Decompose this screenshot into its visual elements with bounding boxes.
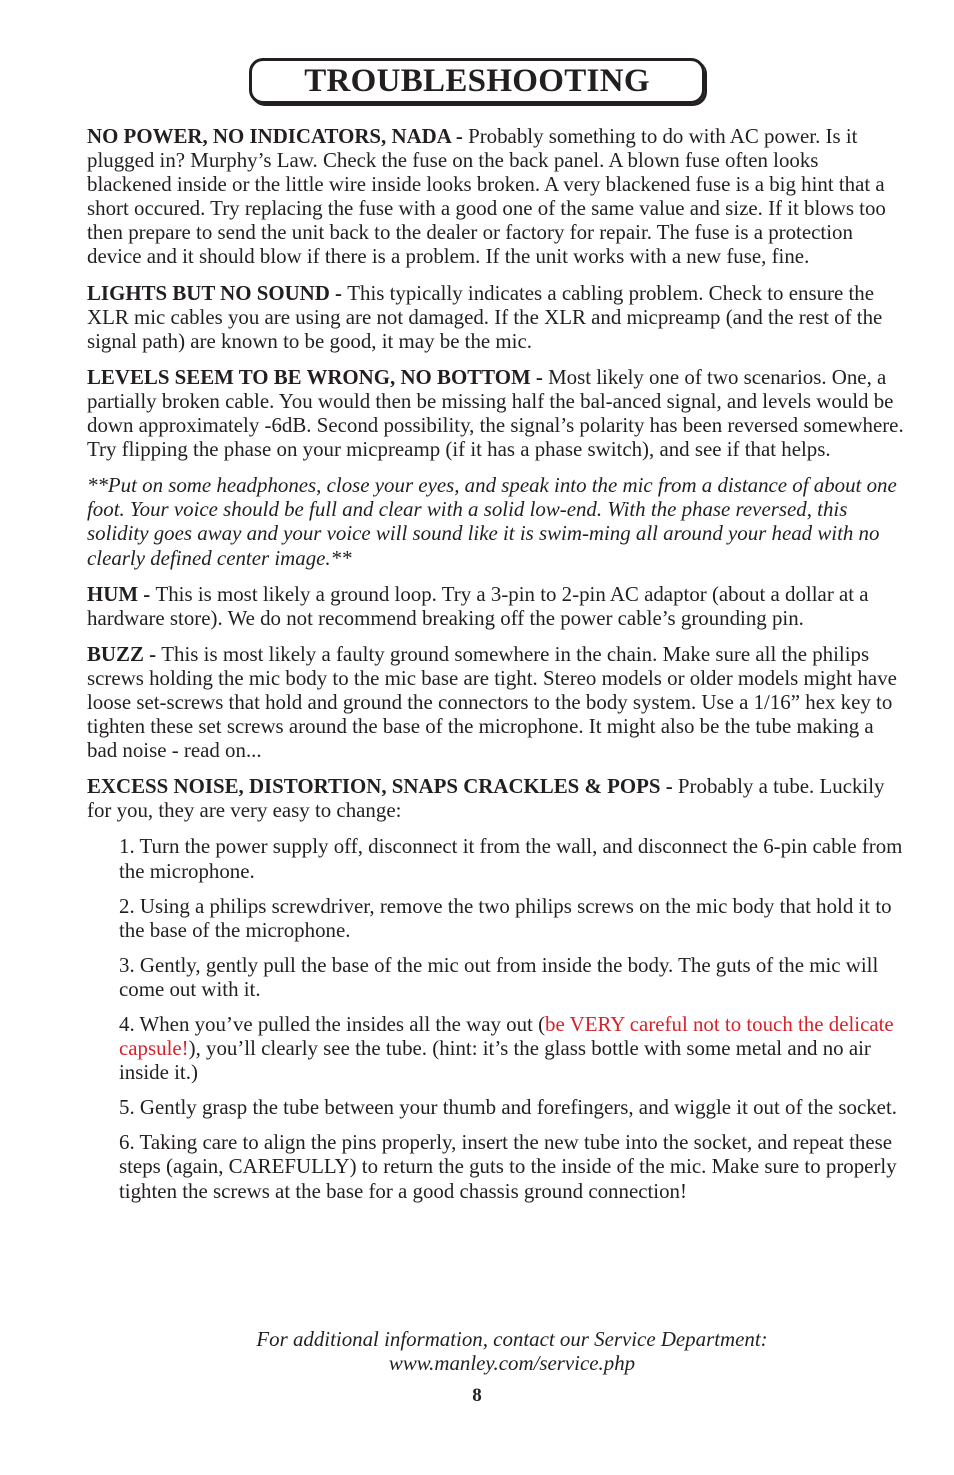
step-4-text-end: ), you’ll clearly see the tube. (hint: it’s the glass bottle with some metal and no air inside it.) <box>119 1036 871 1085</box>
step-4 <box>119 1012 905 1084</box>
contact-line: For additional information, contact our Service Department: <box>256 1327 768 1351</box>
section-lights-no-sound <box>87 281 905 353</box>
title-box <box>249 58 705 104</box>
section-body: Most likely one of two scenarios. One, a partially broken cable. You would then be missing half the bal-anced signal, and levels would be down approximately -6dB. Second possibility, the signal’s polarity has been reversed somewhere. Try flipping the phase on your micpreamp (if it has a phase switch), and see if that helps. <box>87 364 904 462</box>
section-no-power <box>87 124 905 269</box>
section-heading: EXCESS NOISE, DISTORTION, SNAPS CRACKLES & POPS - <box>87 774 678 799</box>
section-heading: HUM - <box>87 581 156 606</box>
step-4-text-start: 4. When you’ve pulled the insides all the way out ( <box>119 1012 546 1036</box>
section-levels-wrong <box>87 365 905 461</box>
section-heading: LIGHTS BUT NO SOUND - <box>87 280 348 305</box>
section-body: Probably a tube. Luckily for you, they are very easy to change: <box>87 774 885 823</box>
section-body: This typically indicates a cabling problem. Check to ensure the XLR mic cables you are using are not damaged. If the XLR and micpreamp (and the rest of the signal path) are known to be good, it may be the mic. <box>87 280 883 353</box>
section-body: Probably something to do with AC power. Is it plugged in? Murphy’s Law. Check the fuse on the back panel. A blown fuse often looks blackened inside or the little wire inside looks broken. A very blackened fuse is a big hint that a short occured. Try replacing the fuse with a good one of the same value and size. If it blows too then prepare to send the unit back to the dealer or factory for repair. The fuse is a protection device and it should blow if there is a problem. If the unit works with a new fuse, fine. <box>87 124 886 269</box>
step-6: 6. Taking care to align the pins properly, insert the new tube into the socket, and repeat these steps (again, CAREFULLY) to return the guts to the inside of the mic. Make sure to properly tighten the screws at the base for a good chassis ground connection! <box>119 1130 897 1203</box>
section-heading: BUZZ - <box>87 641 162 666</box>
headphone-tip: **Put on some headphones, close your eyes, and speak into the mic from a distance of about one foot. Your voice should be full and clear with a solid low-end. With the phase reversed, this solidity goes away and your voice will sound like it is swim-ming all around your head with no clearly defined center image.** <box>87 473 897 570</box>
step-3: 3. Gently, gently pull the base of the mic out from inside the body. The guts of the mic will come out with it. <box>119 952 879 1001</box>
section-heading: LEVELS SEEM TO BE WRONG, NO BOTTOM - <box>87 364 549 389</box>
page-number: 8 <box>472 1385 482 1406</box>
contact-info <box>87 1327 937 1375</box>
section-buzz <box>87 642 905 762</box>
page-title: TROUBLESHOOTING <box>304 62 650 99</box>
capsule-warning: be VERY careful not to touch the delicate capsule! <box>119 1012 894 1061</box>
step-2: 2. Using a philips screwdriver, remove the two philips screws on the mic body that hold it to the base of the microphone. <box>119 893 892 942</box>
troubleshooting-content <box>87 124 905 1214</box>
section-body: This is most likely a ground loop. Try a 3-pin to 2-pin AC adaptor (about a dollar at a hardware store). We do not recommend breaking off the power cable’s grounding pin. <box>87 581 869 630</box>
section-body: This is most likely a faulty ground somewhere in the chain. Make sure all the philips screws holding the mic body to the mic base are tight. Stereo models or older models might have loose set-screws that hold and ground the connectors to the body system. Use a 1/16” hex key to tighten these set screws around the base of the microphone. It might also be the tube making a bad noise - read on... <box>87 641 897 763</box>
section-hum <box>87 582 905 630</box>
section-heading: NO POWER, NO INDICATORS, NADA - <box>87 124 469 148</box>
section-excess-noise <box>87 774 905 822</box>
step-5: 5. Gently grasp the tube between your thumb and forefingers, and wiggle it out of the socket. <box>119 1095 897 1120</box>
service-url: www.manley.com/service.php <box>388 1351 636 1375</box>
step-1: 1. Turn the power supply off, disconnect it from the wall, and disconnect the 6-pin cable from the microphone. <box>119 834 903 883</box>
